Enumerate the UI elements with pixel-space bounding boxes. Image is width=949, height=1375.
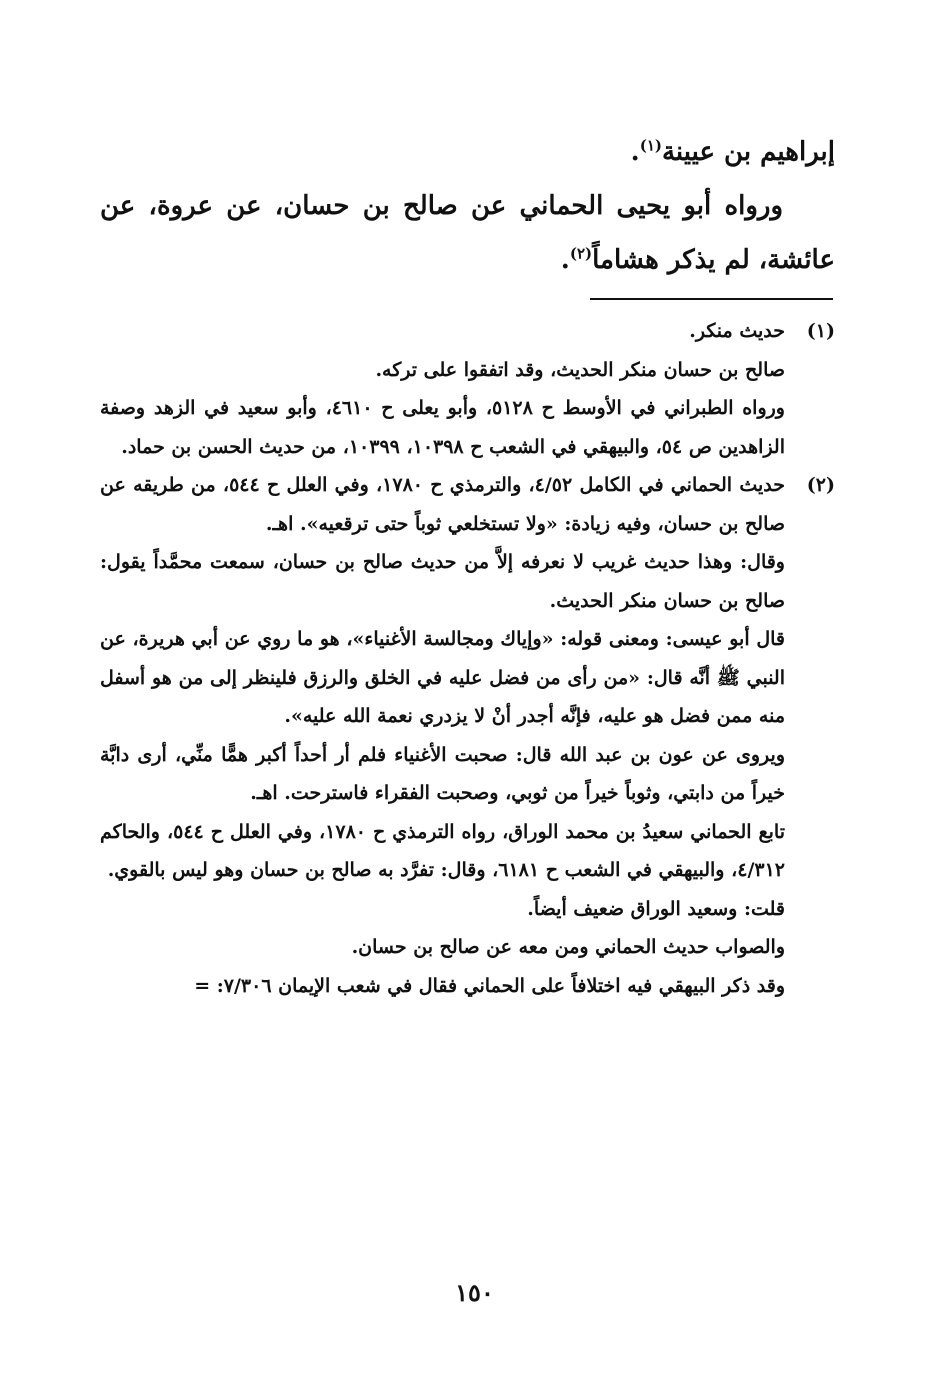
footnotes <box>100 312 835 1005</box>
footnote-2-para: حديث الحماني في الكامل ٤/٥٢، والترمذي ح ١٧٨٠، وفي العلل ح ٥٤٤، من طريقه عن صالح بن حسان، وفيه زيادة: «ولا تستخلعي ثوباً حتى ترقعيه». اهـ. <box>100 474 785 535</box>
footnote-2-para: ويروى عن عون بن عبد الله قال: صحبت الأغنياء فلم أر أحداً أكبر همًّا منِّي، أرى دابَّة خيراً من دابتي، وثوباً خيراً من ثوبي، وصحبت الفقراء فاسترحت. اهـ. <box>100 743 785 804</box>
footnote-ref-1[interactable]: (١) <box>639 136 662 155</box>
footnote-1 <box>100 312 835 466</box>
footnote-2-body <box>100 466 785 1005</box>
main-line-1 <box>100 125 835 179</box>
footnote-ref-2[interactable]: (٢) <box>569 244 593 263</box>
footnote-2-para: وقد ذكر البيهقي فيه اختلافاً على الحماني فقال في شعب الإيمان ٧/٣٠٦: = <box>194 974 785 997</box>
footnote-1-body <box>100 312 785 466</box>
footnote-2-number: (٢) <box>806 474 835 496</box>
main-text <box>100 125 835 287</box>
main-paragraph-2 <box>100 179 835 287</box>
main-line-1-text: إبراهيم بن عيينة <box>661 137 835 167</box>
main-line-1-end: . <box>630 137 640 167</box>
footnote-1-para: ورواه الطبراني في الأوسط ح ٥١٢٨، وأبو يعلى ح ٤٦١٠، وأبو سعيد في الزهد وصفة الزاهدين ص ٥٤، والبيهقي في الشعب ح ١٠٣٩٨، ١٠٣٩٩، من حديث الحسن بن حماد. <box>100 397 785 458</box>
page-number: ١٥٠ <box>455 1278 494 1307</box>
main-paragraph-2-end: . <box>560 245 570 275</box>
footnote-2-para: قال أبو عيسى: ومعنى قوله: «وإياك ومجالسة الأغنياء»، هو ما روي عن أبي هريرة، عن النبي ﷺ أنَّه قال: «من رأى من فضل عليه في الخلق والرزق فلينظر إلى من هو أسفل منه ممن فضل هو عليه، فإنَّه أجدر أنْ لا يزدري نعمة الله عليه». <box>100 628 785 727</box>
footnote-2-para: والصواب حديث الحماني ومن معه عن صالح بن حسان. <box>351 936 785 958</box>
footnote-2-para: قلت: وسعيد الوراق ضعيف أيضاً. <box>527 897 785 920</box>
footnote-1-para: حديث منكر. <box>689 320 785 342</box>
footnote-1-para: صالح بن حسان منكر الحديث، وقد اتفقوا على تركه. <box>375 358 785 381</box>
footnote-separator <box>590 298 833 300</box>
footnote-2-para: تابع الحماني سعيدُ بن محمد الوراق، رواه الترمذي ح ١٧٨٠، وفي العلل ح ٥٤٤، والحاكم ٤/٣١٢، والبيهقي في الشعب ح ٦١٨١، وقال: تفرَّد به صالح بن حسان وهو ليس بالقوي. <box>100 820 785 881</box>
main-paragraph-2-text: ورواه أبو يحيى الحماني عن صالح بن حسان، عن عروة، عن عائشة، لم يذكر هشاماً <box>100 191 835 275</box>
footnote-2-para: وقال: وهذا حديث غريب لا نعرفه إلاَّ من حديث صالح بن حسان، سمعت محمَّداً يقول: صالح بن حسان منكر الحديث. <box>100 551 785 612</box>
footnote-2 <box>100 466 835 1005</box>
footnote-1-number: (١) <box>806 320 835 342</box>
